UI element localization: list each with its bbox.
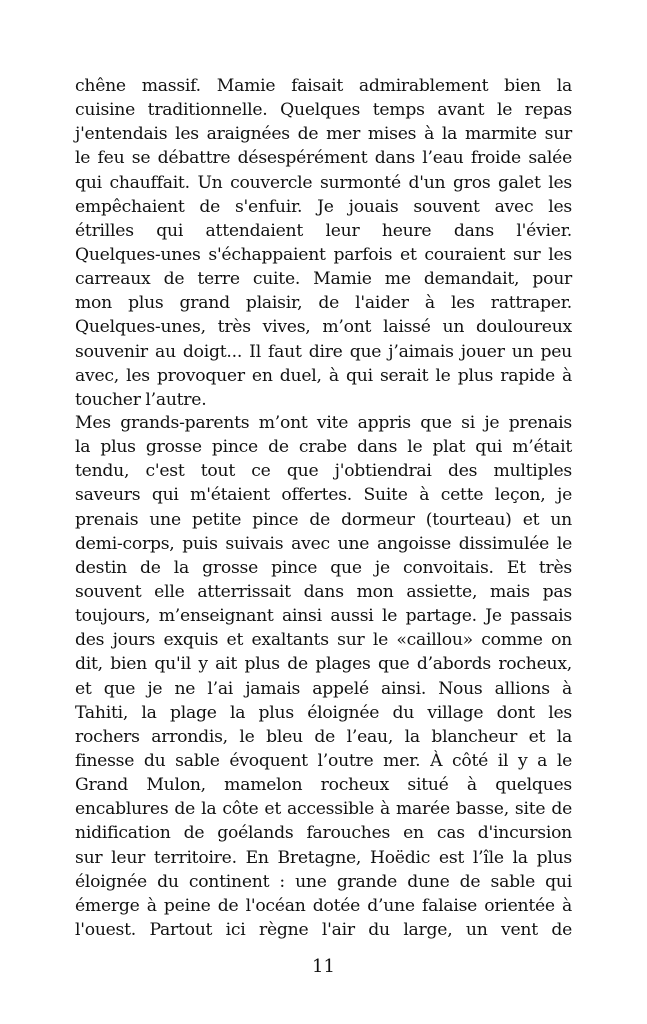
text-line: toujours, m’enseignant ainsi aussi le partage. Je passais (75, 606, 572, 627)
text-line: et que je ne l’ai jamais appelé ainsi. Nous allions à (75, 678, 572, 699)
paragraph-1 (75, 74, 572, 412)
text-line: la plus grosse pince de crabe dans le plat qui m’était (75, 437, 572, 458)
text-line: saveurs qui m'étaient offertes. Suite à cette leçon, je (75, 485, 572, 506)
text-line: Mes grands-parents m’ont vite appris que si je prenais (75, 413, 572, 433)
text-line: le feu se débattre désespérément dans l’eau froide salée (75, 148, 572, 169)
text-line: étrilles qui attendaient leur heure dans l'évier. (75, 220, 572, 241)
text-line: des jours exquis et exaltants sur le «caillou» comme on (75, 630, 572, 651)
text-line: émerge à peine de l'océan dotée d’une falaise orientée à (75, 895, 572, 916)
text-line: souvent elle atterrissait dans mon assiette, mais pas (75, 581, 572, 602)
text-line: dit, bien qu'il y ait plus de plages que d’abords rocheux, (75, 654, 572, 675)
text-line: demi-corps, puis suivais avec une angoisse dissimulée le (75, 533, 572, 554)
text-line: éloignée du continent : une grande dune de sable qui (75, 871, 572, 892)
text-line: tendu, c'est tout ce que j'obtiendrai des multiples (75, 461, 572, 482)
text-line: cuisine traditionnelle. Quelques temps avant le repas (75, 100, 572, 121)
text-line: Tahiti, la plage la plus éloignée du village dont les (75, 702, 572, 723)
text-line: Grand Mulon, mamelon rocheux situé à quelques (75, 775, 572, 796)
text-line: empêchaient de s'enfuir. Je jouais souvent avec les (75, 196, 572, 217)
text-line: mon plus grand plaisir, de l'aider à les rattraper. (75, 293, 572, 314)
text-line: l'ouest. Partout ici règne l'air du large, un vent de (75, 919, 572, 940)
text-line: finesse du sable évoquent l’outre mer. À côté il y a le (75, 750, 572, 771)
text-line: encablures de la côte et accessible à marée basse, site de (75, 799, 572, 820)
text-line: destin de la grosse pince que je convoitais. Et très (75, 557, 572, 578)
text-line: souvenir au doigt... Il faut dire que j’aimais jouer un peu (75, 341, 572, 362)
text-line: sur leur territoire. En Bretagne, Hoëdic est l’île la plus (75, 847, 572, 868)
text-line: carreaux de terre cuite. Mamie me demandait, pour (75, 269, 572, 290)
text-line: chêne massif. Mamie faisait admirablement bien la (75, 76, 572, 96)
paragraph-2 (75, 411, 572, 942)
text-line: rochers arrondis, le bleu de l’eau, la blancheur et la (75, 726, 572, 747)
page-number: 11 (312, 956, 335, 977)
text-line: nidification de goélands farouches en cas d'incursion (75, 823, 572, 844)
text-line: j'entendais les araignées de mer mises à la marmite sur (75, 124, 572, 145)
text-line: prenais une petite pince de dormeur (tourteau) et un (75, 509, 572, 530)
text-line: toucher l’autre. (75, 389, 207, 410)
text-line: qui chauffait. Un couvercle surmonté d'un gros galet les (75, 172, 572, 193)
text-line: avec, les provoquer en duel, à qui serait le plus rapide à (75, 365, 572, 386)
text-line: Quelques-unes s'échappaient parfois et couraient sur les (75, 244, 572, 265)
text-line: Quelques-unes, très vives, m’ont laissé un douloureux (75, 317, 572, 338)
